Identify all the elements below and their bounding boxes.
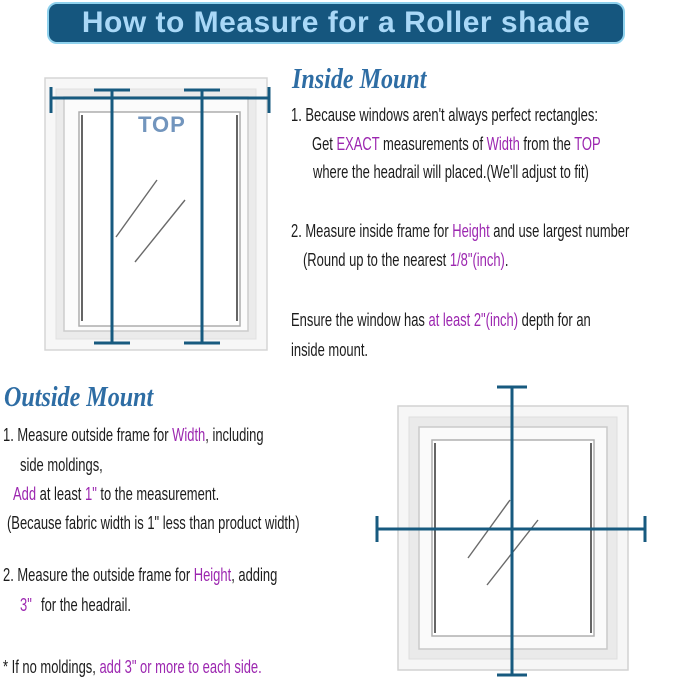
text-segment: Width bbox=[172, 424, 206, 445]
text-segment: 1. Because windows aren't always perfect rectangles: bbox=[291, 104, 598, 125]
text-segment: Add bbox=[13, 483, 37, 504]
text-segment: add 3" or more to each side. bbox=[99, 656, 262, 677]
text-segment: , including bbox=[205, 424, 264, 445]
inside-mount-window-diagram bbox=[30, 70, 280, 362]
text-segment: EXACT bbox=[336, 133, 380, 154]
text-segment: inside mount. bbox=[291, 339, 369, 360]
text-segment: Height bbox=[452, 220, 490, 241]
title-banner bbox=[47, 2, 625, 44]
inside-mount-heading: Inside Mount bbox=[292, 64, 427, 95]
instruction-line bbox=[291, 106, 598, 125]
text-segment: Ensure the window has bbox=[291, 309, 429, 330]
text-segment: 2. Measure inside frame for bbox=[291, 220, 453, 241]
window-top-label: TOP bbox=[138, 112, 186, 137]
instruction-line bbox=[312, 135, 601, 154]
window-glass bbox=[79, 112, 240, 326]
text-segment: for the headrail. bbox=[37, 594, 131, 615]
text-segment: . bbox=[504, 249, 509, 270]
instruction-line bbox=[303, 251, 508, 270]
text-segment: Width bbox=[486, 133, 520, 154]
text-segment: TOP bbox=[574, 133, 601, 154]
text-segment: 3" bbox=[20, 594, 32, 615]
text-segment: measurements of bbox=[379, 133, 487, 154]
text-segment: to the measurement. bbox=[96, 483, 220, 504]
page-title: How to Measure for a Roller shade bbox=[81, 6, 591, 39]
text-segment: at least bbox=[36, 483, 86, 504]
instruction-line bbox=[291, 222, 629, 241]
text-segment: and use largest number bbox=[489, 220, 630, 241]
footnote-line bbox=[3, 658, 262, 677]
outside-mount-window-diagram bbox=[370, 375, 679, 685]
text-segment: 1" bbox=[85, 483, 97, 504]
instruction-line bbox=[13, 485, 219, 504]
instruction-line bbox=[7, 514, 300, 533]
instruction-line bbox=[20, 596, 131, 615]
text-segment: at least 2"(inch) bbox=[428, 309, 519, 330]
text-segment: 2. Measure the outside frame for bbox=[3, 564, 194, 585]
text-segment: depth for an bbox=[518, 309, 591, 330]
text-segment: side moldings, bbox=[20, 454, 103, 475]
instruction-line bbox=[3, 566, 277, 585]
text-segment: (Because fabric width is 1" less than product width) bbox=[7, 512, 300, 533]
text-segment: * If no moldings, bbox=[3, 656, 100, 677]
text-segment: Height bbox=[193, 564, 232, 585]
text-segment: 1. Measure outside frame for bbox=[3, 424, 173, 445]
text-segment: Get bbox=[312, 133, 337, 154]
text-segment: from the bbox=[519, 133, 575, 154]
instruction-line bbox=[3, 426, 264, 445]
text-segment: 1/8"(inch) bbox=[449, 249, 505, 270]
outside-mount-heading: Outside Mount bbox=[4, 382, 154, 413]
instruction-line bbox=[20, 456, 103, 475]
text-segment: where the headrail will placed.(We'll adjust to fit) bbox=[313, 161, 589, 182]
instruction-line bbox=[313, 163, 589, 182]
text-segment: , adding bbox=[231, 564, 278, 585]
instruction-line bbox=[291, 311, 591, 330]
instruction-line bbox=[291, 341, 368, 360]
text-segment: (Round up to the nearest bbox=[303, 249, 450, 270]
